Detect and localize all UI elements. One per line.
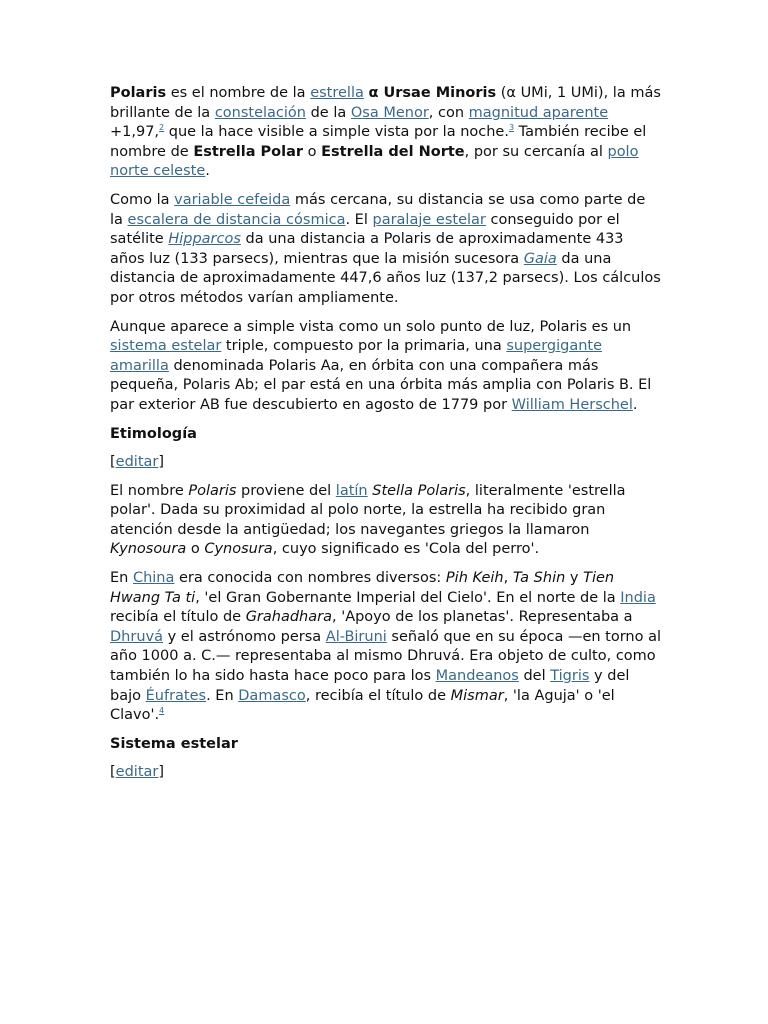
text: +1,97, xyxy=(110,124,160,141)
link-india[interactable]: India xyxy=(620,589,656,606)
reference-link[interactable]: 3 xyxy=(508,123,515,133)
bracket: ] xyxy=(158,454,165,471)
link-polo-norte-celeste[interactable]: polo norte celeste xyxy=(110,143,639,180)
term-polaris: Polaris xyxy=(188,482,237,499)
link-al-biruni[interactable]: Al-Biruni xyxy=(325,628,387,645)
link-gaia[interactable] xyxy=(524,251,557,267)
text: da una distancia de aproximadamente 447,6 años luz (137,2 parsecs). Los cálculos por otros métodos varían ampliamente. xyxy=(110,250,661,306)
text: En xyxy=(110,570,133,587)
link-paralaje-estelar[interactable]: paralaje estelar xyxy=(372,211,486,228)
text: más cercana, su distancia se usa como parte de la xyxy=(110,191,646,228)
term-ta-shin: Ta Shin xyxy=(512,570,566,587)
paragraph-name-origin xyxy=(110,482,662,560)
text: proviene del xyxy=(236,482,336,499)
link-label: Hipparcos xyxy=(168,231,241,248)
term-tien-hwang-ta-ti: Tien Hwang Ta ti xyxy=(110,570,615,606)
text: triple, compuesto por la primaria, una xyxy=(221,338,507,355)
text: , cuyo significado es 'Cola del perro'. xyxy=(272,541,540,558)
edit-link[interactable]: editar xyxy=(115,764,159,781)
text: señaló que en su época —en torno al año 1000 a. C.— representaba al mismo Dhruvá. Era objeto de culto, como también lo ha sido hasta hace poco para los xyxy=(110,628,662,685)
edit-section-sistema xyxy=(110,763,662,783)
link-supergigante-amarilla[interactable]: supergigante amarilla xyxy=(110,338,603,374)
heading-sistema-estelar: Sistema estelar xyxy=(110,735,238,752)
link-sistema-estelar[interactable]: sistema estelar xyxy=(110,338,222,355)
text: El nombre xyxy=(110,482,189,499)
link-dhruva[interactable]: Dhruvá xyxy=(110,628,163,645)
term-grahadhara: Grahadhara xyxy=(245,609,332,626)
link-variable-cefeida[interactable]: variable cefeida xyxy=(174,191,291,208)
text: , xyxy=(503,570,513,587)
text: Aunque aparece a simple vista como un solo punto de luz, Polaris es un xyxy=(110,318,632,335)
reference-link[interactable]: 2 xyxy=(159,123,165,133)
link-constelacion[interactable]: constelación xyxy=(214,104,306,121)
link-escalera-distancia[interactable]: escalera de distancia cósmica xyxy=(127,211,346,228)
text: denominada Polaris Aa, en órbita con una compañera más pequeña, Polaris Ab; el par está en una órbita más amplia con Polaris B. El par exterior AB fue descubierto en agosto de 1779 por xyxy=(110,357,652,413)
link-label: Gaia xyxy=(523,250,557,267)
edit-section-etimologia xyxy=(110,453,662,473)
link-china[interactable]: China xyxy=(132,570,175,587)
term-alpha-ursae-minoris: α Ursae Minoris xyxy=(368,85,497,101)
text: de la xyxy=(305,104,351,121)
text: , 'el Gran Gobernante Imperial del Cielo'. En el norte de la xyxy=(195,589,621,606)
link-osa-menor[interactable]: Osa Menor xyxy=(350,104,429,121)
link-estrella[interactable]: estrella xyxy=(310,85,364,101)
text: Como la xyxy=(110,191,175,208)
text: , 'Apoyo de los planetas'. Representaba a xyxy=(331,609,633,626)
paragraph-system xyxy=(110,318,662,416)
term-polaris: Polaris xyxy=(110,85,167,101)
text: , recibía el título de xyxy=(305,687,451,704)
paragraph-intro xyxy=(110,84,662,182)
term-stella-polaris: Stella Polaris xyxy=(372,482,466,499)
term-mismar: Mismar xyxy=(450,687,504,704)
text: y del bajo xyxy=(110,668,630,704)
text: . xyxy=(632,396,638,413)
term-estrella-del-norte: Estrella del Norte xyxy=(321,143,465,160)
text: que la hace visible a simple vista por la noche. xyxy=(164,124,509,141)
text: recibía el título de xyxy=(110,609,246,626)
text: y xyxy=(565,570,584,587)
link-hipparcos[interactable] xyxy=(168,231,241,247)
text: conseguido por el satélite xyxy=(110,211,620,248)
reference-4[interactable] xyxy=(159,706,164,715)
term-kynosoura: Kynosoura xyxy=(110,541,187,558)
bracket: ] xyxy=(158,764,165,781)
reference-link[interactable]: 4 xyxy=(159,706,165,716)
text: o xyxy=(186,541,205,558)
link-eufrates[interactable]: Éufrates xyxy=(145,687,207,704)
text: . xyxy=(205,163,210,180)
term-cynosura: Cynosura xyxy=(204,541,273,558)
link-magnitud-aparente[interactable]: magnitud aparente xyxy=(468,104,609,121)
text: y el astrónomo persa xyxy=(162,628,326,645)
text: o xyxy=(303,143,322,160)
paragraph-distance xyxy=(110,191,662,309)
text: También recibe el nombre de xyxy=(110,124,647,160)
text: era conocida con nombres diversos: xyxy=(174,570,446,587)
text: , por su cercanía al xyxy=(464,143,608,160)
link-william-herschel[interactable]: William Herschel xyxy=(511,396,633,413)
heading-etimologia: Etimología xyxy=(110,425,197,442)
text: , literalmente 'estrella polar'. Dada su proximidad al polo norte, la estrella ha recibido gran atención desde la antigüedad; los navegantes griegos la llamaron xyxy=(110,482,626,538)
text: . El xyxy=(345,211,373,228)
link-tigris[interactable]: Tigris xyxy=(550,668,590,685)
text: , 'la Aguja' o 'el Clavo'. xyxy=(110,687,615,724)
edit-link[interactable]: editar xyxy=(115,454,159,471)
link-damasco[interactable]: Damasco xyxy=(238,687,306,704)
bracket: [ xyxy=(110,764,116,781)
text: es el nombre de la xyxy=(166,85,311,101)
text: (α UMi, 1 UMi), la más brillante de la xyxy=(110,85,661,121)
text: . En xyxy=(206,687,239,704)
link-mandeanos[interactable]: Mandeanos xyxy=(435,668,519,685)
text: , con xyxy=(428,104,469,121)
text: da una distancia a Polaris de aproximadamente 433 años luz (133 parsecs), mientras que la misión sucesora xyxy=(110,231,624,267)
term-pih-keih: Pih Keih xyxy=(445,570,504,587)
bracket: [ xyxy=(110,454,116,471)
article-body xyxy=(110,84,662,792)
link-latin[interactable]: latín xyxy=(335,482,368,499)
paragraph-cultures xyxy=(110,569,662,726)
term-estrella-polar: Estrella Polar xyxy=(193,143,304,160)
text: del xyxy=(518,668,551,685)
